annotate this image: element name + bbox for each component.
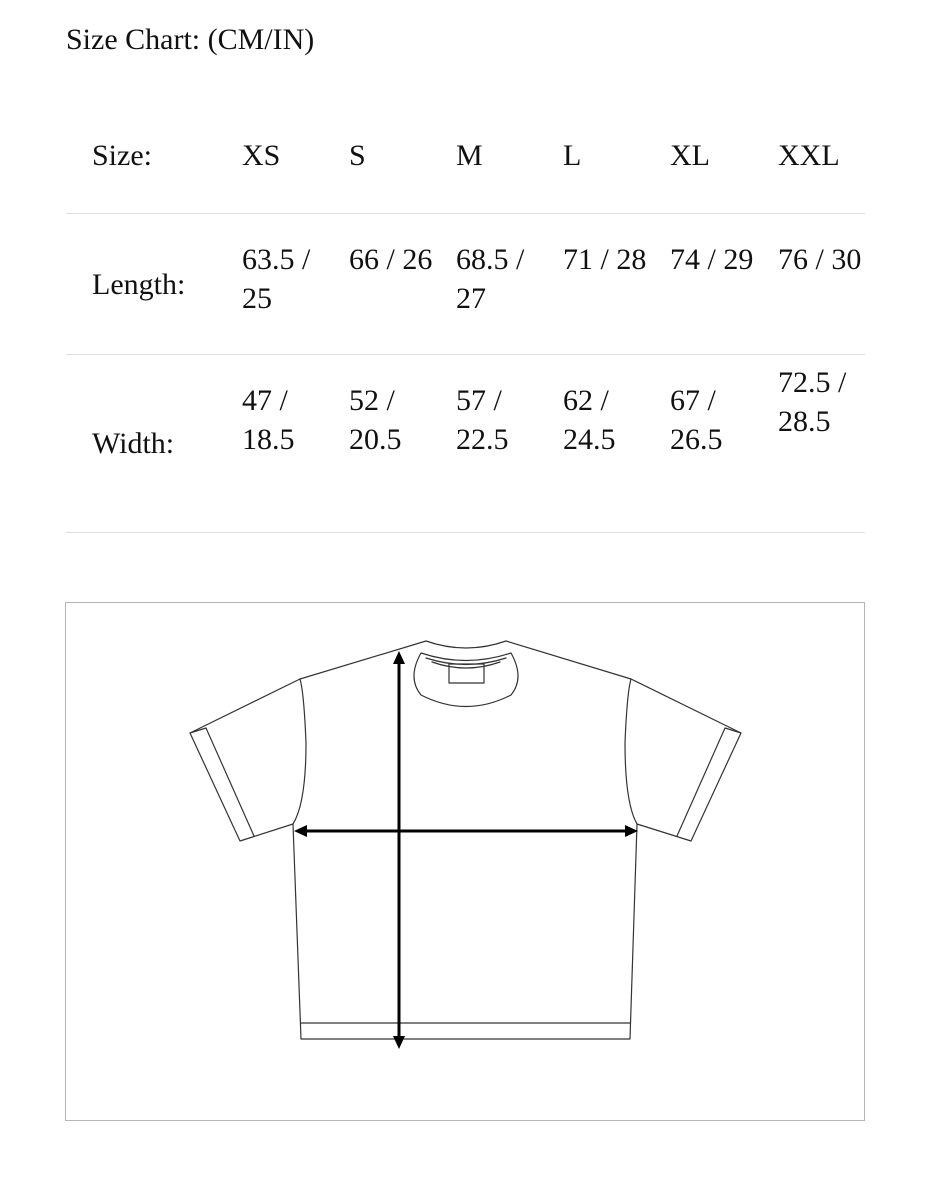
length-s: 66 / 26 [349,243,433,276]
length-m: 68.5 / 27 [456,243,525,315]
row-label-length: Length: [92,267,186,301]
size-header-s: S [349,139,366,172]
width-l: 62 / 24.5 [563,384,616,456]
size-header-xxl: XXL [778,139,840,172]
width-xl: 67 / 26.5 [670,384,723,456]
size-header-m: M [456,139,483,172]
size-header-xl: XL [670,139,710,172]
length-xl: 74 / 29 [670,243,754,276]
row-label-width: Width: [92,427,175,460]
size-label: Size: [92,139,152,172]
table-header-row [66,96,865,214]
table-row-width [66,355,865,533]
width-xs: 47 / 18.5 [242,384,295,456]
length-xs: 63.5 / 25 [242,243,311,315]
size-header-l: L [563,139,582,172]
size-table [66,96,865,533]
width-xxl: 72.5 / 28.5 [778,366,847,438]
table-row-length [66,214,865,355]
length-measurement-arrow [393,651,405,1049]
width-measurement-arrow [294,825,638,837]
width-s: 52 / 20.5 [349,384,402,456]
tshirt-outline [190,641,741,1039]
page-title: Size Chart: (CM/IN) [66,23,315,56]
tshirt-diagram-frame [65,602,865,1121]
tshirt-measurement-diagram-icon [66,603,864,1120]
length-xxl: 76 / 30 [778,243,862,276]
length-l: 71 / 28 [563,243,647,276]
width-m: 57 / 22.5 [456,384,509,456]
size-header-xs: XS [242,139,281,172]
